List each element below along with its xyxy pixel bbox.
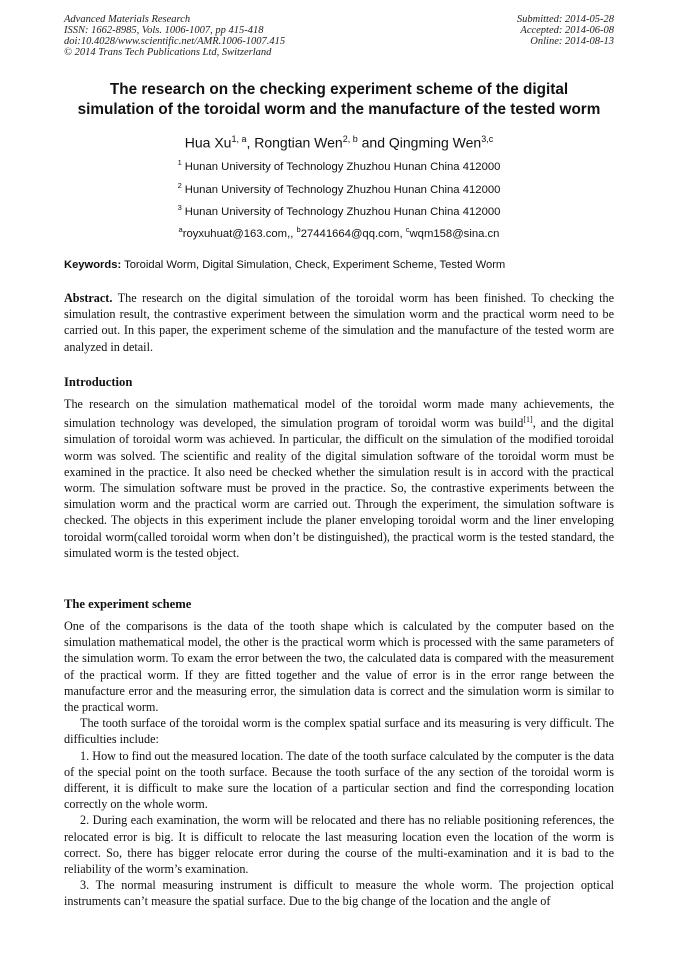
issn-line: ISSN: 1662-8985, Vols. 1006-1007, pp 415-418 (64, 25, 264, 36)
abstract-text: The research on the digital simulation of the toroidal worm has been finished. To checking the simulation result, the contrastive experiment between the simulation worm and the practical worm need to be carried out. In this paper, the experiment scheme of the simulation and the manufacture of the tested worm are analyzed in detail. (64, 291, 614, 354)
keywords-label: Keywords: (64, 259, 122, 271)
affiliation (0, 201, 678, 219)
journal-info (64, 14, 285, 58)
submitted-date: Submitted: 2014-05-28 (516, 14, 614, 25)
introduction-body (64, 396, 614, 561)
journal-name: Advanced Materials Research (64, 14, 191, 25)
affiliation-text: Hunan University of Technology Zhuzhou Hunan China 412000 (184, 184, 501, 196)
affiliation (0, 156, 678, 174)
email-address: wqm158@sina.cn (409, 228, 500, 240)
author-affiliation-mark: 2, b (342, 134, 358, 144)
accepted-date: Accepted: 2014-06-08 (520, 25, 614, 36)
affiliation-number: 3 (177, 203, 182, 212)
affiliation-number: 1 (177, 158, 182, 167)
title-line: simulation of the toroidal worm and the manufacture of the tested worm (77, 101, 601, 118)
scheme-heading: The experiment scheme (64, 597, 192, 611)
doi-line: doi:10.4028/www.scientific.net/AMR.1006-1007.415 (64, 36, 286, 47)
scheme-paragraph: 3. The normal measuring instrument is difficult to measure the whole worm. The projection optical instruments can’t measure the spatial surface. Due to the big change of the location and the angle of (64, 878, 614, 909)
copyright-line: © 2014 Trans Tech Publications Ltd, Switzerland (64, 47, 272, 58)
email-address: royxuhuat@163.com,, (182, 228, 297, 240)
scheme-paragraph: One of the comparisons is the data of the tooth shape which is calculated by the computer based on the simulation mathematical model, the other is the practical worm which is processed with the same parameters of the simulation worm. To exam the error between the two, the calculated data is compared with the measurement of the practical worm. If they are fitted together and the value of error is in the error range between the manufacture error and the measuring error, the simulation data is correct and the simulation worm is similar to the practical worm. (64, 619, 614, 715)
title-line: The research on the checking experiment scheme of the digital (109, 81, 569, 98)
author-name: Hua Xu (184, 134, 232, 151)
introduction-text: The research on the simulation mathematical model of the toroidal worm made many achievements, the simulation technology was developed, the simulation program of toroidal worm was build (64, 397, 614, 431)
keywords-text: Toroidal Worm, Digital Simulation, Check, Experiment Scheme, Tested Worm (121, 259, 506, 271)
email-mark: a (178, 225, 183, 234)
introduction-heading: Introduction (64, 375, 133, 389)
affiliation-text: Hunan University of Technology Zhuzhou Hunan China 412000 (184, 161, 501, 173)
author-separator: , (246, 134, 255, 151)
citation-ref: [1] (523, 415, 533, 425)
scheme-paragraph: The tooth surface of the toroidal worm is the complex spatial surface and its measuring is very difficult. The difficulties include: (64, 716, 614, 747)
email-mark: b (296, 225, 301, 234)
author-emails (0, 223, 678, 241)
affiliation-text: Hunan University of Technology Zhuzhou Hunan China 412000 (184, 206, 501, 218)
author-name: Rongtian Wen (254, 134, 343, 151)
scheme-body (64, 618, 614, 910)
keywords (64, 258, 624, 273)
publication-dates (517, 14, 614, 47)
author-affiliation-mark: 1, a (231, 134, 247, 144)
affiliation (0, 179, 678, 197)
email-mark: c (405, 225, 410, 234)
introduction-text: , and the digital simulation of toroidal worm was achieved. In particular, the difficult on the simulation of the modified toroidal worm was solved. The scientific and reality of the digital simulation software of the toroidal worm must be examined in the practice. It also need be checked whether the simulation result is in accord with the practical worm. The simulation software must be proved in the practice. So, the contrastive experiments between the simulation worm and the practical worm are carried out. Through the experiment, the simulation software is checked. The objects in this experiment include the planer enveloping toroidal worm and the liner enveloping toroidal worm(called toroidal worm when don’t be distinguished), the practical worm is the tested standard, the simulated worm is the tested object. (64, 416, 614, 560)
scheme-paragraph: 2. During each examination, the worm will be relocated and there has no reliable positioning references, the relocated error is big. It is difficult to relocate the last measuring location even the location of the worm is correct. So, there has bigger relocate error during the course of the multi-examination and it is bad to the reliability of the worm’s examination. (64, 813, 614, 877)
author-name: Qingming Wen (388, 134, 482, 151)
affiliation-number: 2 (177, 181, 182, 190)
author-affiliation-mark: 3,c (481, 134, 494, 144)
scheme-paragraph: 1. How to find out the measured location. The date of the tooth surface calculated by the computer is the data of the special point on the tooth surface. Because the tooth surface of the any section of the toroidal worm is different, it is difficult to make sure the location of a particular section and find the corresponding location correctly on the whole worm. (64, 748, 614, 812)
abstract (64, 290, 614, 355)
author-separator: and (357, 134, 389, 151)
abstract-label: Abstract. (64, 291, 113, 305)
author-list (0, 129, 678, 153)
email-address: 27441664@qq.com, (300, 228, 406, 240)
paper-title (40, 80, 638, 120)
online-date: Online: 2014-08-13 (530, 36, 614, 47)
